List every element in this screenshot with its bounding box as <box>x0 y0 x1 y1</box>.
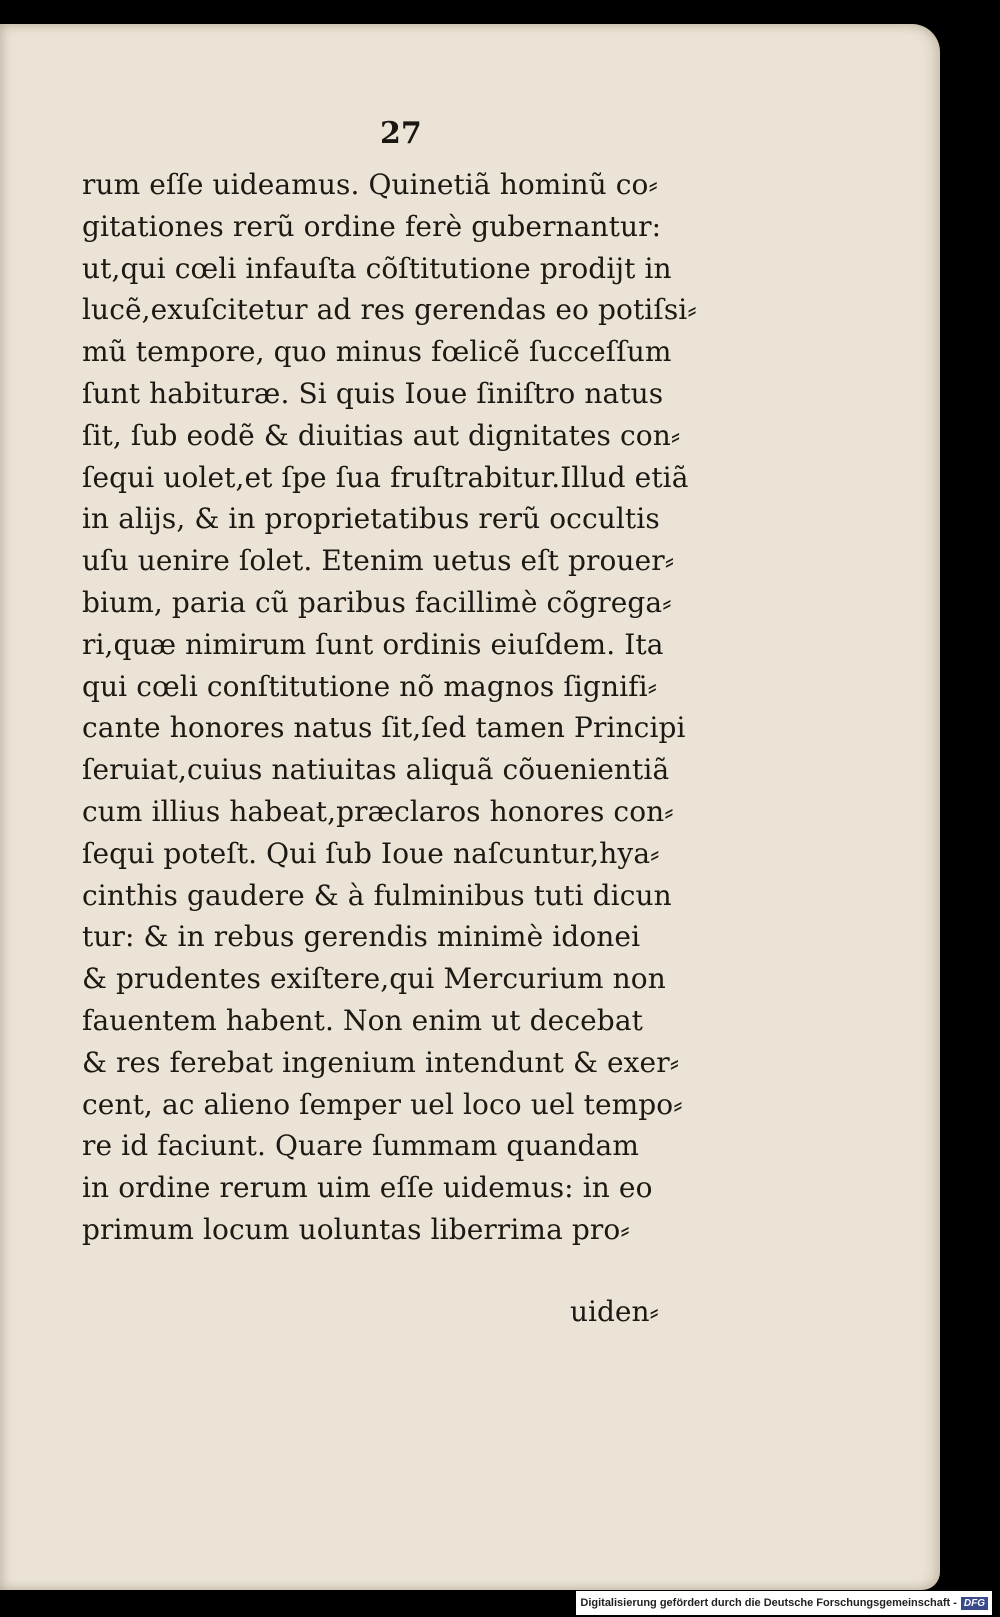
text-line: in ordine rerum uim eſſe uidemus: in eo <box>82 1171 653 1205</box>
text-line: bium, paria cũ paribus facillimè cõgrega⸗ <box>82 585 672 619</box>
footer-text: Digitalisierung gefördert durch die Deutsche Forschungsgemeinschaft - <box>580 1597 957 1609</box>
text-line: ſunt habituræ. Si quis Ioue ſiniſtro natus <box>82 376 664 410</box>
text-line: ri,quæ nimirum ſunt ordinis eiuſdem. Ita <box>82 627 664 661</box>
text-line: uſu uenire ſolet. Etenim uetus eſt prouer⸗ <box>82 544 675 578</box>
text-line: rum eſſe uideamus. Quinetiã hominũ co⸗ <box>82 168 658 201</box>
text-line: re id faciunt. Quare ſummam quandam <box>82 1129 639 1163</box>
text-line: primum locum uoluntas liberrima pro⸗ <box>82 1212 630 1246</box>
text-line: ſeruiat,cuius natiuitas aliquã cõuenientiã <box>82 753 670 787</box>
catchword: uiden⸗ <box>570 1295 659 1328</box>
text-line: cante honores natus ſit,ſed tamen Principi <box>82 711 686 745</box>
text-line: mũ tempore, quo minus fœlicẽ ſucceſſum <box>82 335 672 369</box>
text-line: ut,qui cœli infauſta cõſtitutione prodijt in <box>82 251 672 285</box>
page-number: 27 <box>380 116 422 151</box>
text-line: qui cœli conſtitutione nõ magnos ſignifi⸗ <box>82 669 658 703</box>
text-line: ſequi uolet,et ſpe ſua fruſtrabitur.Illud etiã <box>82 460 689 494</box>
text-line: in alijs, & in proprietatibus rerũ occultis <box>82 502 660 536</box>
text-line: tur: & in rebus gerendis minimè idonei <box>82 920 641 954</box>
text-line: cinthis gaudere & à fulminibus tuti dicun <box>82 878 672 912</box>
text-line: lucẽ,exuſcitetur ad res gerendas eo potiſsi⸗ <box>82 293 697 327</box>
text-line: ſit, ſub eodẽ & diuitias aut dignitates con⸗ <box>82 418 681 452</box>
text-line: fauentem habent. Non enim ut decebat <box>82 1003 643 1037</box>
footer-credit <box>576 1591 992 1615</box>
text-line: & prudentes exiſtere,qui Mercurium non <box>82 962 666 996</box>
text-line: cent, ac alieno ſemper uel loco uel tempo⸗ <box>82 1087 683 1121</box>
book-page <box>0 24 940 1590</box>
text-line: gitationes rerũ ordine ferè gubernantur: <box>82 209 662 243</box>
page-text <box>82 164 722 1251</box>
dfg-logo-icon: DFG <box>961 1597 988 1610</box>
text-line: cum illius habeat,præclaros honores con⸗ <box>82 794 674 828</box>
text-line: ſequi poteſt. Qui ſub Ioue naſcuntur,hya⸗ <box>82 836 660 870</box>
text-line: & res ferebat ingenium intendunt & exer⸗ <box>82 1045 680 1079</box>
